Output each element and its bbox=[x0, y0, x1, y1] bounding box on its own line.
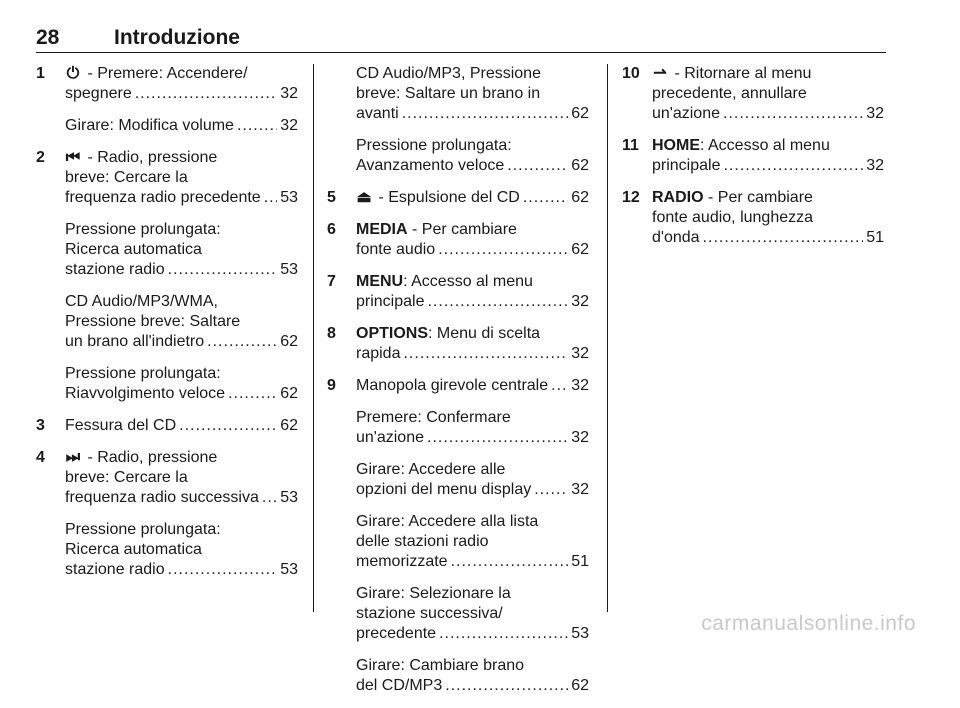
entry-text: principale bbox=[652, 157, 721, 174]
entry-text: Manopola girevole centrale bbox=[356, 377, 549, 394]
entry-number: 10 bbox=[622, 65, 640, 82]
leader-dots bbox=[439, 624, 568, 644]
leader-dots bbox=[179, 416, 277, 436]
skip-forward-icon: ⏭ bbox=[65, 449, 81, 466]
entry-text: Ricerca automatica bbox=[65, 541, 202, 558]
entry-text: stazione radio bbox=[65, 261, 165, 278]
sub-entry bbox=[65, 364, 298, 404]
page-ref[interactable]: 62 bbox=[280, 417, 298, 434]
page-ref[interactable]: 32 bbox=[280, 117, 298, 134]
entry-number: 5 bbox=[327, 189, 336, 206]
entry-number: 6 bbox=[327, 221, 336, 238]
power-icon: ⏻ bbox=[66, 65, 80, 82]
entry-text: d'onda bbox=[652, 229, 700, 246]
column-3 bbox=[622, 64, 884, 260]
entry-text: - Radio, pressione bbox=[83, 449, 218, 466]
leader-dots bbox=[723, 104, 863, 124]
index-entry-10 bbox=[622, 64, 884, 124]
index-entry-4-continued bbox=[327, 64, 589, 176]
page-number: 28 bbox=[36, 26, 60, 49]
entry-text: un'azione bbox=[652, 105, 720, 122]
page-ref[interactable]: 51 bbox=[866, 229, 884, 246]
page-ref[interactable]: 32 bbox=[571, 429, 589, 446]
entry-text: Girare: Selezionare la bbox=[356, 585, 511, 602]
leader-dots bbox=[427, 428, 568, 448]
leader-dots bbox=[445, 676, 568, 696]
entry-text: Pressione prolungata: bbox=[65, 365, 221, 382]
skip-back-icon: ⏮ bbox=[65, 149, 81, 166]
entry-text: Pressione breve: Saltare bbox=[65, 313, 241, 330]
entry-number: 8 bbox=[327, 325, 336, 342]
page-ref[interactable]: 53 bbox=[280, 189, 298, 206]
entry-text: Pressione prolungata: bbox=[65, 221, 221, 238]
leader-dots bbox=[168, 260, 278, 280]
entry-text: - Espulsione del CD bbox=[374, 189, 520, 206]
entry-number: 7 bbox=[327, 273, 336, 290]
page-ref[interactable]: 62 bbox=[280, 385, 298, 402]
entry-number: 4 bbox=[36, 449, 45, 466]
page-ref[interactable]: 32 bbox=[571, 481, 589, 498]
entry-number: 12 bbox=[622, 189, 640, 206]
entry-text: frequenza radio precedente bbox=[65, 189, 261, 206]
entry-text: Ricerca automatica bbox=[65, 241, 202, 258]
entry-text: CD Audio/MP3/WMA, bbox=[65, 293, 218, 310]
leader-dots bbox=[507, 156, 568, 176]
page-ref[interactable]: 53 bbox=[280, 489, 298, 506]
sub-entry bbox=[65, 220, 298, 280]
entry-text: Girare: Accedere alle bbox=[356, 461, 506, 478]
entry-text: - Premere: Accendere/ bbox=[83, 65, 248, 82]
entry-text: fonte audio, lunghezza bbox=[652, 209, 814, 226]
sub-entry bbox=[356, 584, 589, 644]
page-header bbox=[0, 0, 960, 60]
entry-text: principale bbox=[356, 293, 425, 310]
back-arrow-icon: ⇀ bbox=[653, 65, 667, 82]
entry-text: frequenza radio successiva bbox=[65, 489, 259, 506]
sub-entry bbox=[356, 512, 589, 572]
index-entry-12 bbox=[622, 188, 884, 248]
entry-text: avanti bbox=[356, 105, 399, 122]
sub-entry bbox=[356, 136, 589, 176]
leader-dots bbox=[523, 188, 568, 208]
leader-dots bbox=[723, 156, 863, 176]
button-name: MEDIA bbox=[356, 221, 408, 238]
entry-text: stazione radio bbox=[65, 561, 165, 578]
index-entry-8 bbox=[327, 324, 589, 364]
leader-dots bbox=[207, 332, 277, 352]
button-name: OPTIONS bbox=[356, 325, 429, 342]
entry-text: Fessura del CD bbox=[65, 417, 177, 434]
sub-entry bbox=[65, 116, 298, 136]
entry-text: breve: Saltare un brano in bbox=[356, 85, 541, 102]
entry-text: Pressione prolungata: bbox=[65, 521, 221, 538]
index-entry-7 bbox=[327, 272, 589, 312]
page-ref[interactable]: 32 bbox=[571, 377, 589, 394]
entry-number: 3 bbox=[36, 417, 45, 434]
leader-dots bbox=[264, 188, 278, 208]
page-ref[interactable]: 53 bbox=[280, 561, 298, 578]
entry-text: Girare: Cambiare brano bbox=[356, 657, 525, 674]
entry-text: : Accesso al menu bbox=[700, 137, 830, 154]
entry-text: del CD/MP3 bbox=[356, 677, 443, 694]
page-ref[interactable]: 62 bbox=[571, 677, 589, 694]
entry-text: stazione successiva/ bbox=[356, 605, 503, 622]
page-ref[interactable]: 62 bbox=[280, 333, 298, 350]
entry-text: fonte audio bbox=[356, 241, 436, 258]
page-ref[interactable]: 32 bbox=[571, 345, 589, 362]
entry-text: spegnere bbox=[65, 85, 132, 102]
button-name: HOME bbox=[652, 137, 700, 154]
leader-dots bbox=[402, 104, 569, 124]
entry-text: un brano all'indietro bbox=[65, 333, 205, 350]
watermark: carmanualsonline.info bbox=[701, 612, 916, 635]
entry-text: Girare: Modifica volume bbox=[65, 117, 234, 134]
entry-text: rapida bbox=[356, 345, 401, 362]
leader-dots bbox=[168, 560, 278, 580]
header-rule bbox=[36, 52, 886, 53]
page-ref[interactable]: 32 bbox=[866, 105, 884, 122]
sub-entry bbox=[65, 292, 298, 352]
page-ref[interactable]: 62 bbox=[571, 189, 589, 206]
index-entry-3 bbox=[36, 416, 298, 436]
index-entry-9 bbox=[327, 376, 589, 696]
leader-dots bbox=[551, 376, 568, 396]
leader-dots bbox=[135, 84, 277, 104]
page-title: Introduzione bbox=[114, 26, 240, 49]
entry-number: 11 bbox=[622, 137, 639, 154]
leader-dots bbox=[228, 384, 277, 404]
entry-text: precedente bbox=[356, 625, 437, 642]
entry-text: Premere: Confermare bbox=[356, 409, 511, 426]
sub-entry bbox=[356, 656, 589, 696]
entry-text: precedente, annullare bbox=[652, 85, 807, 102]
page-ref[interactable]: 53 bbox=[571, 625, 589, 642]
leader-dots bbox=[262, 488, 277, 508]
entry-text: - Ritornare al menu bbox=[670, 65, 812, 82]
entry-number: 1 bbox=[36, 65, 45, 82]
eject-icon: ⏏ bbox=[356, 189, 372, 206]
page-ref[interactable]: 32 bbox=[280, 85, 298, 102]
sub-entry bbox=[356, 408, 589, 448]
entry-text: CD Audio/MP3, Pressione bbox=[356, 65, 541, 82]
page-ref[interactable]: 62 bbox=[571, 105, 589, 122]
leader-dots bbox=[703, 228, 864, 248]
column-divider bbox=[313, 64, 314, 612]
index-entry-2 bbox=[36, 148, 298, 404]
leader-dots bbox=[403, 344, 568, 364]
entry-text: - Per cambiare bbox=[703, 189, 813, 206]
index-entry-4 bbox=[36, 448, 298, 580]
column-divider bbox=[607, 64, 608, 612]
entry-text: breve: Cercare la bbox=[65, 169, 188, 186]
page-ref[interactable]: 32 bbox=[866, 157, 884, 174]
entry-text: Avanzamento veloce bbox=[356, 157, 505, 174]
column-2 bbox=[327, 64, 589, 708]
index-entry-6 bbox=[327, 220, 589, 260]
entry-text: Riavvolgimento veloce bbox=[65, 385, 226, 402]
entry-text: - Radio, pressione bbox=[83, 149, 218, 166]
index-entry-11 bbox=[622, 136, 884, 176]
page-ref[interactable]: 51 bbox=[571, 553, 589, 570]
entry-text: Pressione prolungata: bbox=[356, 137, 512, 154]
leader-dots bbox=[451, 552, 569, 572]
leader-dots bbox=[237, 116, 277, 136]
entry-text: : Accesso al menu bbox=[403, 273, 533, 290]
sub-entry bbox=[356, 460, 589, 500]
leader-dots bbox=[438, 240, 568, 260]
column-1 bbox=[36, 64, 298, 592]
button-name: MENU bbox=[356, 273, 404, 290]
entry-text: delle stazioni radio bbox=[356, 533, 489, 550]
page-ref[interactable]: 53 bbox=[280, 261, 298, 278]
entry-text: opzioni del menu display bbox=[356, 481, 532, 498]
entry-text: - Per cambiare bbox=[407, 221, 517, 238]
leader-dots bbox=[534, 480, 568, 500]
page-ref[interactable]: 62 bbox=[571, 241, 589, 258]
button-name: RADIO bbox=[652, 189, 704, 206]
page-ref[interactable]: 32 bbox=[571, 293, 589, 310]
entry-number: 9 bbox=[327, 377, 336, 394]
index-entry-5 bbox=[327, 188, 589, 208]
sub-entry bbox=[65, 520, 298, 580]
leader-dots bbox=[427, 292, 568, 312]
entry-text: : Menu di scelta bbox=[428, 325, 541, 342]
entry-text: un'azione bbox=[356, 429, 424, 446]
page-ref[interactable]: 62 bbox=[571, 157, 589, 174]
entry-number: 2 bbox=[36, 149, 45, 166]
entry-text: breve: Cercare la bbox=[65, 469, 188, 486]
index-entry-1 bbox=[36, 64, 298, 136]
entry-text: Girare: Accedere alla lista bbox=[356, 513, 539, 530]
entry-text: memorizzate bbox=[356, 553, 448, 570]
